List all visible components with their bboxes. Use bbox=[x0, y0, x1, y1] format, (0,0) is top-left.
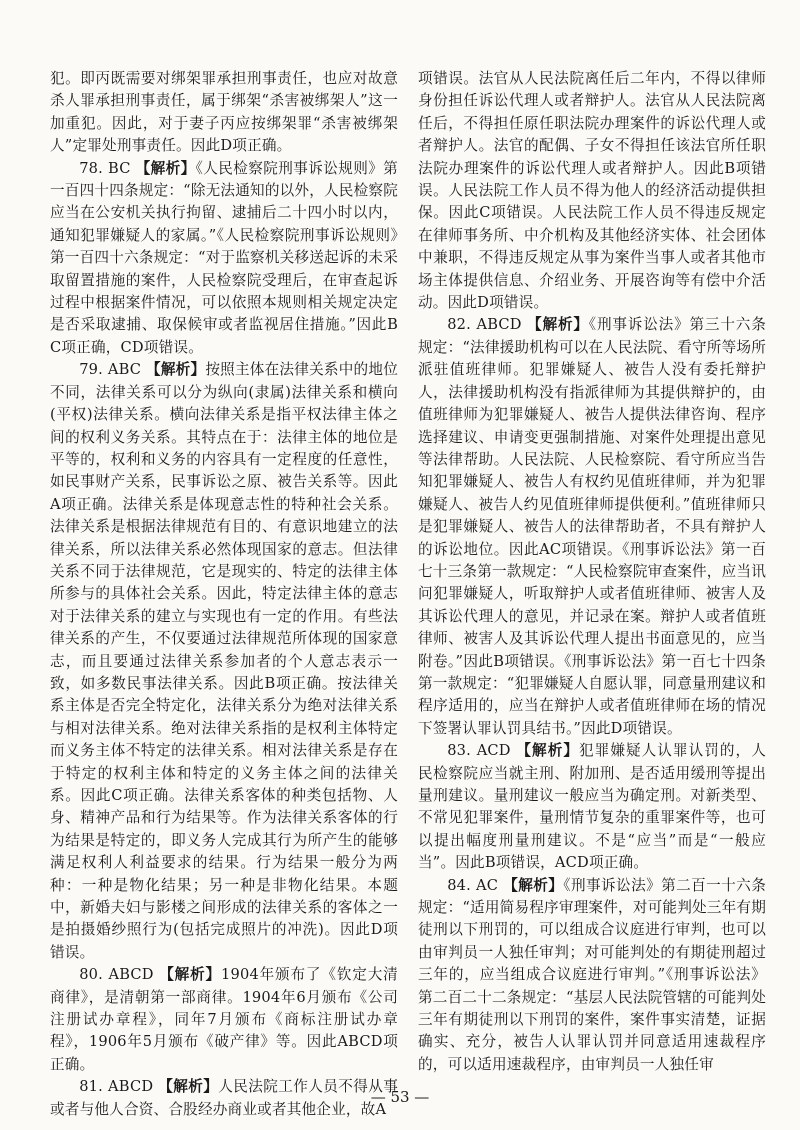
answer-paragraph bbox=[418, 314, 766, 740]
paragraph-text: 《刑事诉讼法》第二百一十六条规定：“适用简易程序审理案件，对可能判处三年有期徒刑以下刑罚的，可以组成合议庭进行审判，也可以由审判员一人独任审判；对可能判处的有期徒刑超过三年的，应当组成合议庭进行审判。”《刑事诉讼法》第二百二十二条规定：“基层人民法院管辖的可能判处三年有期徒刑以下刑罚的案件，案件事实清楚，证据确实、充分，被告人认罪认罚并同意适用速裁程序的，可以适用速裁程序，由审判员一人独任审 bbox=[418, 876, 766, 1073]
right-column bbox=[418, 68, 766, 1076]
answer-number: 79. ABC bbox=[79, 361, 147, 379]
answer-number: 84. AC bbox=[447, 876, 504, 894]
answer-paragraph bbox=[50, 68, 398, 158]
answer-paragraph bbox=[418, 740, 766, 874]
analysis-tag: 【解析】 bbox=[159, 966, 221, 984]
paragraph-text: 1904年颁布了《钦定大清商律》，是清朝第一部商律。1904年6月颁布《公司注册试办章程》，同年7月颁布《商标注册试办章程》，1906年5月颁布《破产律》等。因此ABCD项正确。 bbox=[50, 966, 398, 1073]
analysis-tag: 【解析】 bbox=[516, 742, 580, 760]
analysis-tag: 【解析】 bbox=[503, 876, 564, 894]
paragraph-text: 犯罪嫌疑人认罪认罚的，人民检察院应当就主刑、附加刑、是否适用缓刑等提出量刑建议。量刑建议一般应当为确定刑。对新类型、不常见犯罪案件，量刑情节复杂的重罪案件等，也可以提出幅度刑量刑建议。不是“应当”而是“一般应当”。因此B项错误，ACD项正确。 bbox=[418, 742, 766, 872]
analysis-tag: 【解析】 bbox=[135, 159, 196, 177]
left-column bbox=[50, 68, 398, 1121]
answer-number: 82. ABCD bbox=[447, 316, 528, 334]
answer-number: 81. ABCD bbox=[79, 1078, 159, 1096]
paragraph-text: 按照主体在法律关系中的地位不同，法律关系可以分为纵向(隶属)法律关系和横向(平权)法律关系。横向法律关系是指平权法律主体之间的权利义务关系。其特点在于：法律主体的地位是平等的，权利和义务的内容具有一定程度的任意性，如民事财产关系，民事诉讼之原、被告关系等。因此A项正确。法律关系是体现意志性的特种社会关系。法律关系是根据法律规范有目的、有意识地建立的法律关系，所以法律关系必然体现国家的意志。但法律关系不同于法律规范，它是现实的、特定的法律主体所参与的具体社会关系。因此，特定法律主体的意志对于法律关系的建立与实现也有一定的作用。有些法律关系的产生，不仅要通过法律规范所体现的国家意志，而且要通过法律关系参加者的个人意志表示一致，如多数民事法律关系。因此B项正确。按法律关系主体是否完全特定化，法律关系分为绝对法律关系与相对法律关系。绝对法律关系指的是权利主体特定而义务主体不特定的法律关系。相对法律关系是存在于特定的权利主体和特定的义务主体之间的法律关系。因此C项正确。法律关系客体的种类包括物、人身、精神产品和行为结果等。作为法律关系客体的行为结果是特定的，即义务人完成其行为所产生的能够满足权利人利益要求的结果。行为结果一般分为两种：一种是物化结果；另一种是非物化结果。本题中，新婚夫妇与影楼之间形成的法律关系的客体之一是拍摄婚纱照行为(包括完成照片的冲洗)。因此D项错误。 bbox=[50, 361, 398, 961]
paragraph-text: 人民法院工作人员不得从事或者与他人合资、合股经办商业或者其他企业，故A bbox=[50, 1078, 398, 1118]
answer-paragraph bbox=[50, 359, 398, 964]
answer-paragraph bbox=[50, 964, 398, 1076]
paragraph-text: 《人民检察院刑事诉讼规则》第一百四十四条规定：“除无法通知的以外，人民检察院应当在公安机关执行拘留、逮捕后二十四小时以内，通知犯罪嫌疑人的家属。”《人民检察院刑事诉讼规则》第一百四十六条规定：“对于监察机关移送起诉的未采取留置措施的案件，人民检察院受理后，在审查起诉过程中根据案件情况，可以依照本规则相关规定决定是否采取逮捕、取保候审或者监视居住措施。”因此BC项正确，CD项错误。 bbox=[50, 159, 398, 356]
answer-paragraph bbox=[50, 158, 398, 360]
analysis-tag: 【解析】 bbox=[146, 361, 206, 379]
answer-paragraph bbox=[418, 875, 766, 1077]
answer-number: 80. ABCD bbox=[79, 966, 160, 984]
analysis-tag: 【解析】 bbox=[158, 1078, 219, 1096]
analysis-tag: 【解析】 bbox=[527, 316, 589, 334]
paragraph-text: 项错误。法官从人民法院离任后二年内，不得以律师身份担任诉讼代理人或者辩护人。法官从人民法院离任后，不得担任原任职法院办理案件的诉讼代理人或者辩护人。法官的配偶、子女不得担任该法官所任职法院办理案件的诉讼代理人或者辩护人。因此B项错误。人民法院工作人员不得为他人的经济活动提供担保。因此C项错误。人民法院工作人员不得违反规定在律师事务所、中介机构及其他经济实体、社会团体中兼职，不得违反规定从事为案件当事人或者其他市场主体提供信息、介绍业务、开展咨询等有偿中介活动。因此D项错误。 bbox=[418, 70, 766, 312]
answer-number: 78. BC bbox=[79, 159, 136, 177]
paragraph-text: 犯。即丙既需要对绑架罪承担刑事责任，也应对故意杀人罪承担刑事责任，属于绑架“杀害被绑架人”这一加重犯。因此，对于妻子丙应按绑架罪“杀害被绑架人”定罪处刑事责任。因此D项正确。 bbox=[50, 70, 398, 155]
answer-number: 83. ACD bbox=[447, 742, 517, 760]
paragraph-text: 《刑事诉讼法》第三十六条规定：“法律援助机构可以在人民法院、看守所等场所派驻值班律师。犯罪嫌疑人、被告人没有委托辩护人，法律援助机构没有指派律师为其提供辩护的，由值班律师为犯罪嫌疑人、被告人提供法律咨询、程序选择建议、申请变更强制措施、对案件处理提出意见等法律帮助。人民法院、人民检察院、看守所应当告知犯罪嫌疑人、被告人有权约见值班律师，并为犯罪嫌疑人、被告人约见值班律师提供便利。”值班律师只是犯罪嫌疑人、被告人的法律帮助者，不具有辩护人的诉讼地位。因此AC项错误。《刑事诉讼法》第一百七十三条第一款规定：“人民检察院审查案件，应当讯问犯罪嫌疑人，听取辩护人或者值班律师、被害人及其诉讼代理人的意见，并记录在案。辩护人或者值班律师、被害人及其诉讼代理人提出书面意见的，应当附卷。”因此B项错误。《刑事诉讼法》第一百七十四条第一款规定：“犯罪嫌疑人自愿认罪，同意量刑建议和程序适用的，应当在辩护人或者值班律师在场的情况下签署认罪认罚具结书。”因此D项错误。 bbox=[418, 316, 766, 737]
answer-paragraph bbox=[418, 68, 766, 314]
page-number: — 53 — bbox=[370, 1088, 430, 1106]
